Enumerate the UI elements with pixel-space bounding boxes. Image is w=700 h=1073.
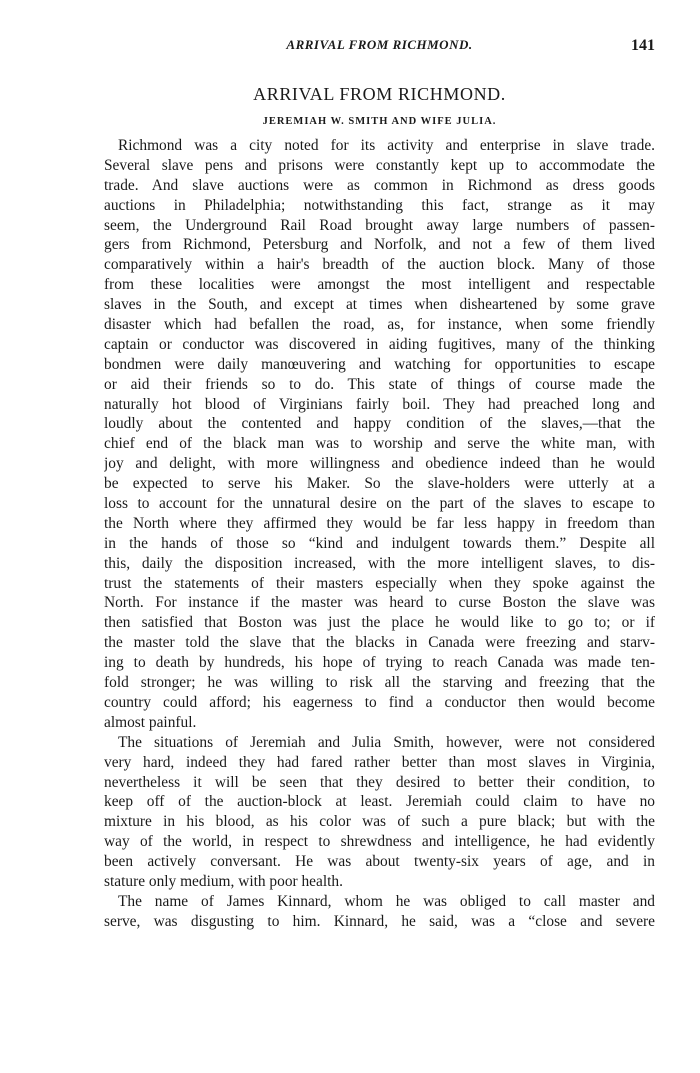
text-line: keep off of the auction-block at least. Jeremiah could claim to have no: [104, 793, 655, 811]
text-line: bondmen were daily manœuvering and watching for opportunities to escape: [104, 355, 655, 373]
text-line: North. For instance if the master was heard to curse Boston the slave was: [104, 594, 655, 612]
page-number: 141: [631, 37, 655, 54]
text-line: loss to account for the unnatural desire on the part of the slaves to escape to: [104, 495, 655, 513]
text-line: captain or conductor was discovered in aiding fugitives, many of the thinking: [104, 335, 655, 353]
text-line: fold stronger; he was willing to risk all the starving and freezing that the: [104, 674, 655, 692]
text-line: trade. And slave auctions were as common in Richmond as dress goods: [104, 176, 655, 194]
text-line: or aid their friends so to do. This state of things of course made the: [104, 375, 655, 393]
text-line: joy and delight, with more willingness and obedience indeed than he would: [104, 455, 655, 473]
text-line: The name of James Kinnard, whom he was obliged to call master and: [118, 892, 655, 910]
text-line: way of the world, in respect to shrewdness and intelligence, he had evidently: [104, 833, 655, 851]
text-line: Richmond was a city noted for its activity and enterprise in slave trade.: [118, 137, 655, 154]
text-line: seem, the Underground Rail Road brought away large numbers of passen-: [104, 216, 655, 234]
text-line: nevertheless it will be seen that they desired to better their condition, to: [104, 773, 655, 791]
text-line: mixture in his blood, as his color was of such a pure black; but with the: [104, 813, 655, 831]
text-line: serve, was disgusting to him. Kinnard, he said, was a “close and severe: [104, 912, 655, 930]
text-line: comparatively within a hair's breadth of the auction block. Many of those: [104, 256, 655, 274]
text-line: from these localities were amongst the most intelligent and respectable: [104, 276, 655, 294]
text-line: the master told the slave that the blacks in Canada were freezing and starv-: [104, 634, 655, 652]
text-line: naturally hot blood of Virginians fairly boil. They had preached long and: [104, 395, 655, 413]
text-line: disaster which had befallen the road, as, for instance, when some friendly: [104, 316, 655, 334]
text-line: the North where they affirmed they would be far less happy in freedom than: [104, 514, 655, 532]
text-line: trust the statements of their masters especially when they spoke against the: [104, 574, 655, 592]
text-line: loudly about the contented and happy condition of the slaves,—that the: [104, 415, 655, 433]
text-line: very hard, indeed they had fared rather better than most slaves in Virginia,: [104, 753, 655, 771]
text-line: auctions in Philadelphia; notwithstanding this fact, strange as it may: [104, 196, 655, 214]
text-line: in the hands of those so “kind and indulgent towards them.” Despite all: [104, 534, 655, 552]
text-line: then satisfied that Boston was just the place he would like to go to; or if: [104, 614, 655, 632]
text-line: ing to death by hundreds, his hope of trying to reach Canada was made ten-: [104, 654, 655, 672]
body-text: [104, 136, 655, 932]
text-line: Several slave pens and prisons were constantly kept up to accommodate the: [104, 156, 655, 174]
text-line: this, daily the disposition increased, with the more intelligent slaves, to dis-: [104, 554, 655, 572]
text-line: country could afford; his eagerness to find a conductor then would become: [104, 693, 655, 711]
text-line: chief end of the black man was to worship and serve the white man, with: [104, 435, 655, 453]
text-line: stature only medium, with poor health.: [104, 872, 343, 890]
running-title: ARRIVAL FROM RICHMOND.: [286, 37, 473, 52]
text-line: almost painful.: [104, 713, 197, 731]
text-line: gers from Richmond, Petersburg and Norfolk, and not a few of them lived: [104, 236, 655, 254]
chapter-subtitle: JEREMIAH W. SMITH AND WIFE JULIA.: [262, 116, 497, 127]
text-line: The situations of Jeremiah and Julia Smith, however, were not considered: [118, 733, 655, 751]
text-line: been actively conversant. He was about twenty-six years of age, and in: [104, 853, 655, 871]
running-header: [104, 37, 655, 57]
text-line: be expected to serve his Maker. So the slave-holders were utterly at a: [104, 475, 655, 493]
text-line: slaves in the South, and except at times when disheartened by some grave: [104, 296, 655, 314]
chapter-title: ARRIVAL FROM RICHMOND.: [253, 84, 506, 104]
